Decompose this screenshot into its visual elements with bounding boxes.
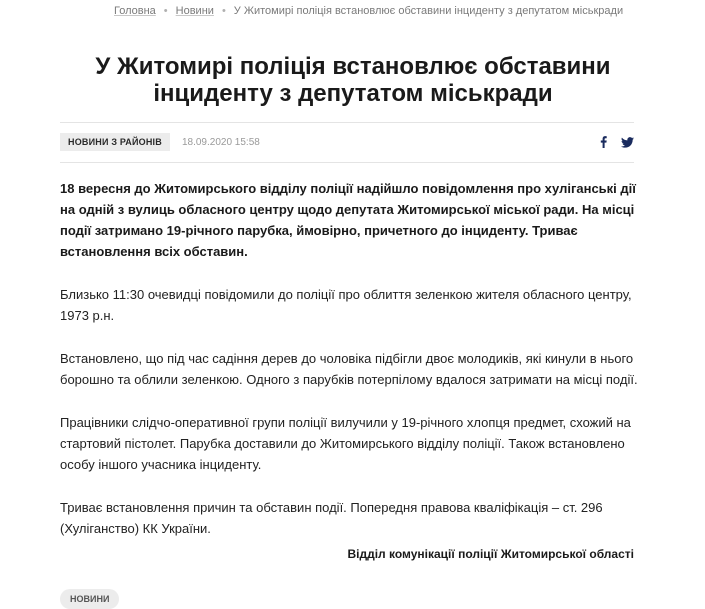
- twitter-icon[interactable]: [621, 137, 634, 148]
- breadcrumb-home-link[interactable]: Головна: [114, 5, 156, 17]
- breadcrumb-separator: •: [221, 5, 226, 17]
- category-badge[interactable]: НОВИНИ З РАЙОНІВ: [60, 133, 170, 151]
- article-title: [60, 53, 646, 107]
- meta-divider-bottom: [60, 162, 634, 163]
- article-signature: Відділ комунікації поліції Житомирської області: [347, 547, 634, 561]
- article-paragraph: Триває встановлення причин та обставин події. Попередня правова кваліфікація – ст. 296 (Хуліганство) КК України.: [60, 500, 603, 536]
- tag-badge[interactable]: НОВИНИ: [60, 589, 119, 609]
- breadcrumb-separator: •: [163, 5, 168, 17]
- breadcrumb-news-link[interactable]: Новини: [175, 5, 214, 17]
- meta-divider-top: [60, 122, 634, 123]
- publish-date: 18.09.2020 15:58: [181, 136, 260, 148]
- article-paragraph: Близько 11:30 очевидці повідомили до поліції про облиття зеленкою жителя обласного центру, 1973 р.н.: [60, 287, 632, 323]
- article-paragraph: Працівники слідчо-оперативної групи поліції вилучили у 19-річного хлопця предмет, схожий на стартовий пістолет. Парубка доставили до Житомирського відділу поліції. Також встановлено особу іншого учасника інциденту.: [60, 415, 631, 472]
- article-lead-paragraph: 18 вересня до Житомирського відділу поліції надійшло повідомлення про хуліганські дії на одній з вулиць обласного центру щодо депутата Житомирської міської ради. На місці події затримано 19-річного парубка, ймовірно, причетного до інциденту. Триває встановлення всіх обставин.: [60, 181, 636, 259]
- share-buttons: [600, 136, 634, 148]
- article-body: [60, 178, 638, 561]
- breadcrumb-current: У Житомирі поліція встановлює обставини інциденту з депутатом міськради: [233, 5, 624, 17]
- article-meta: [60, 132, 634, 152]
- breadcrumb: [114, 5, 623, 17]
- article-title-line-1: У Житомирі поліція встановлює обставини: [95, 53, 611, 80]
- article-title-line-2: інциденту з депутатом міськради: [153, 80, 553, 107]
- article-paragraph: Встановлено, що під час садіння дерев до чоловіка підбігли двоє молодиків, які кинули в нього борошно та облили зеленкою. Одного з парубків потерпілому вдалося затримати на місці події.: [60, 351, 638, 387]
- facebook-icon[interactable]: [600, 136, 607, 148]
